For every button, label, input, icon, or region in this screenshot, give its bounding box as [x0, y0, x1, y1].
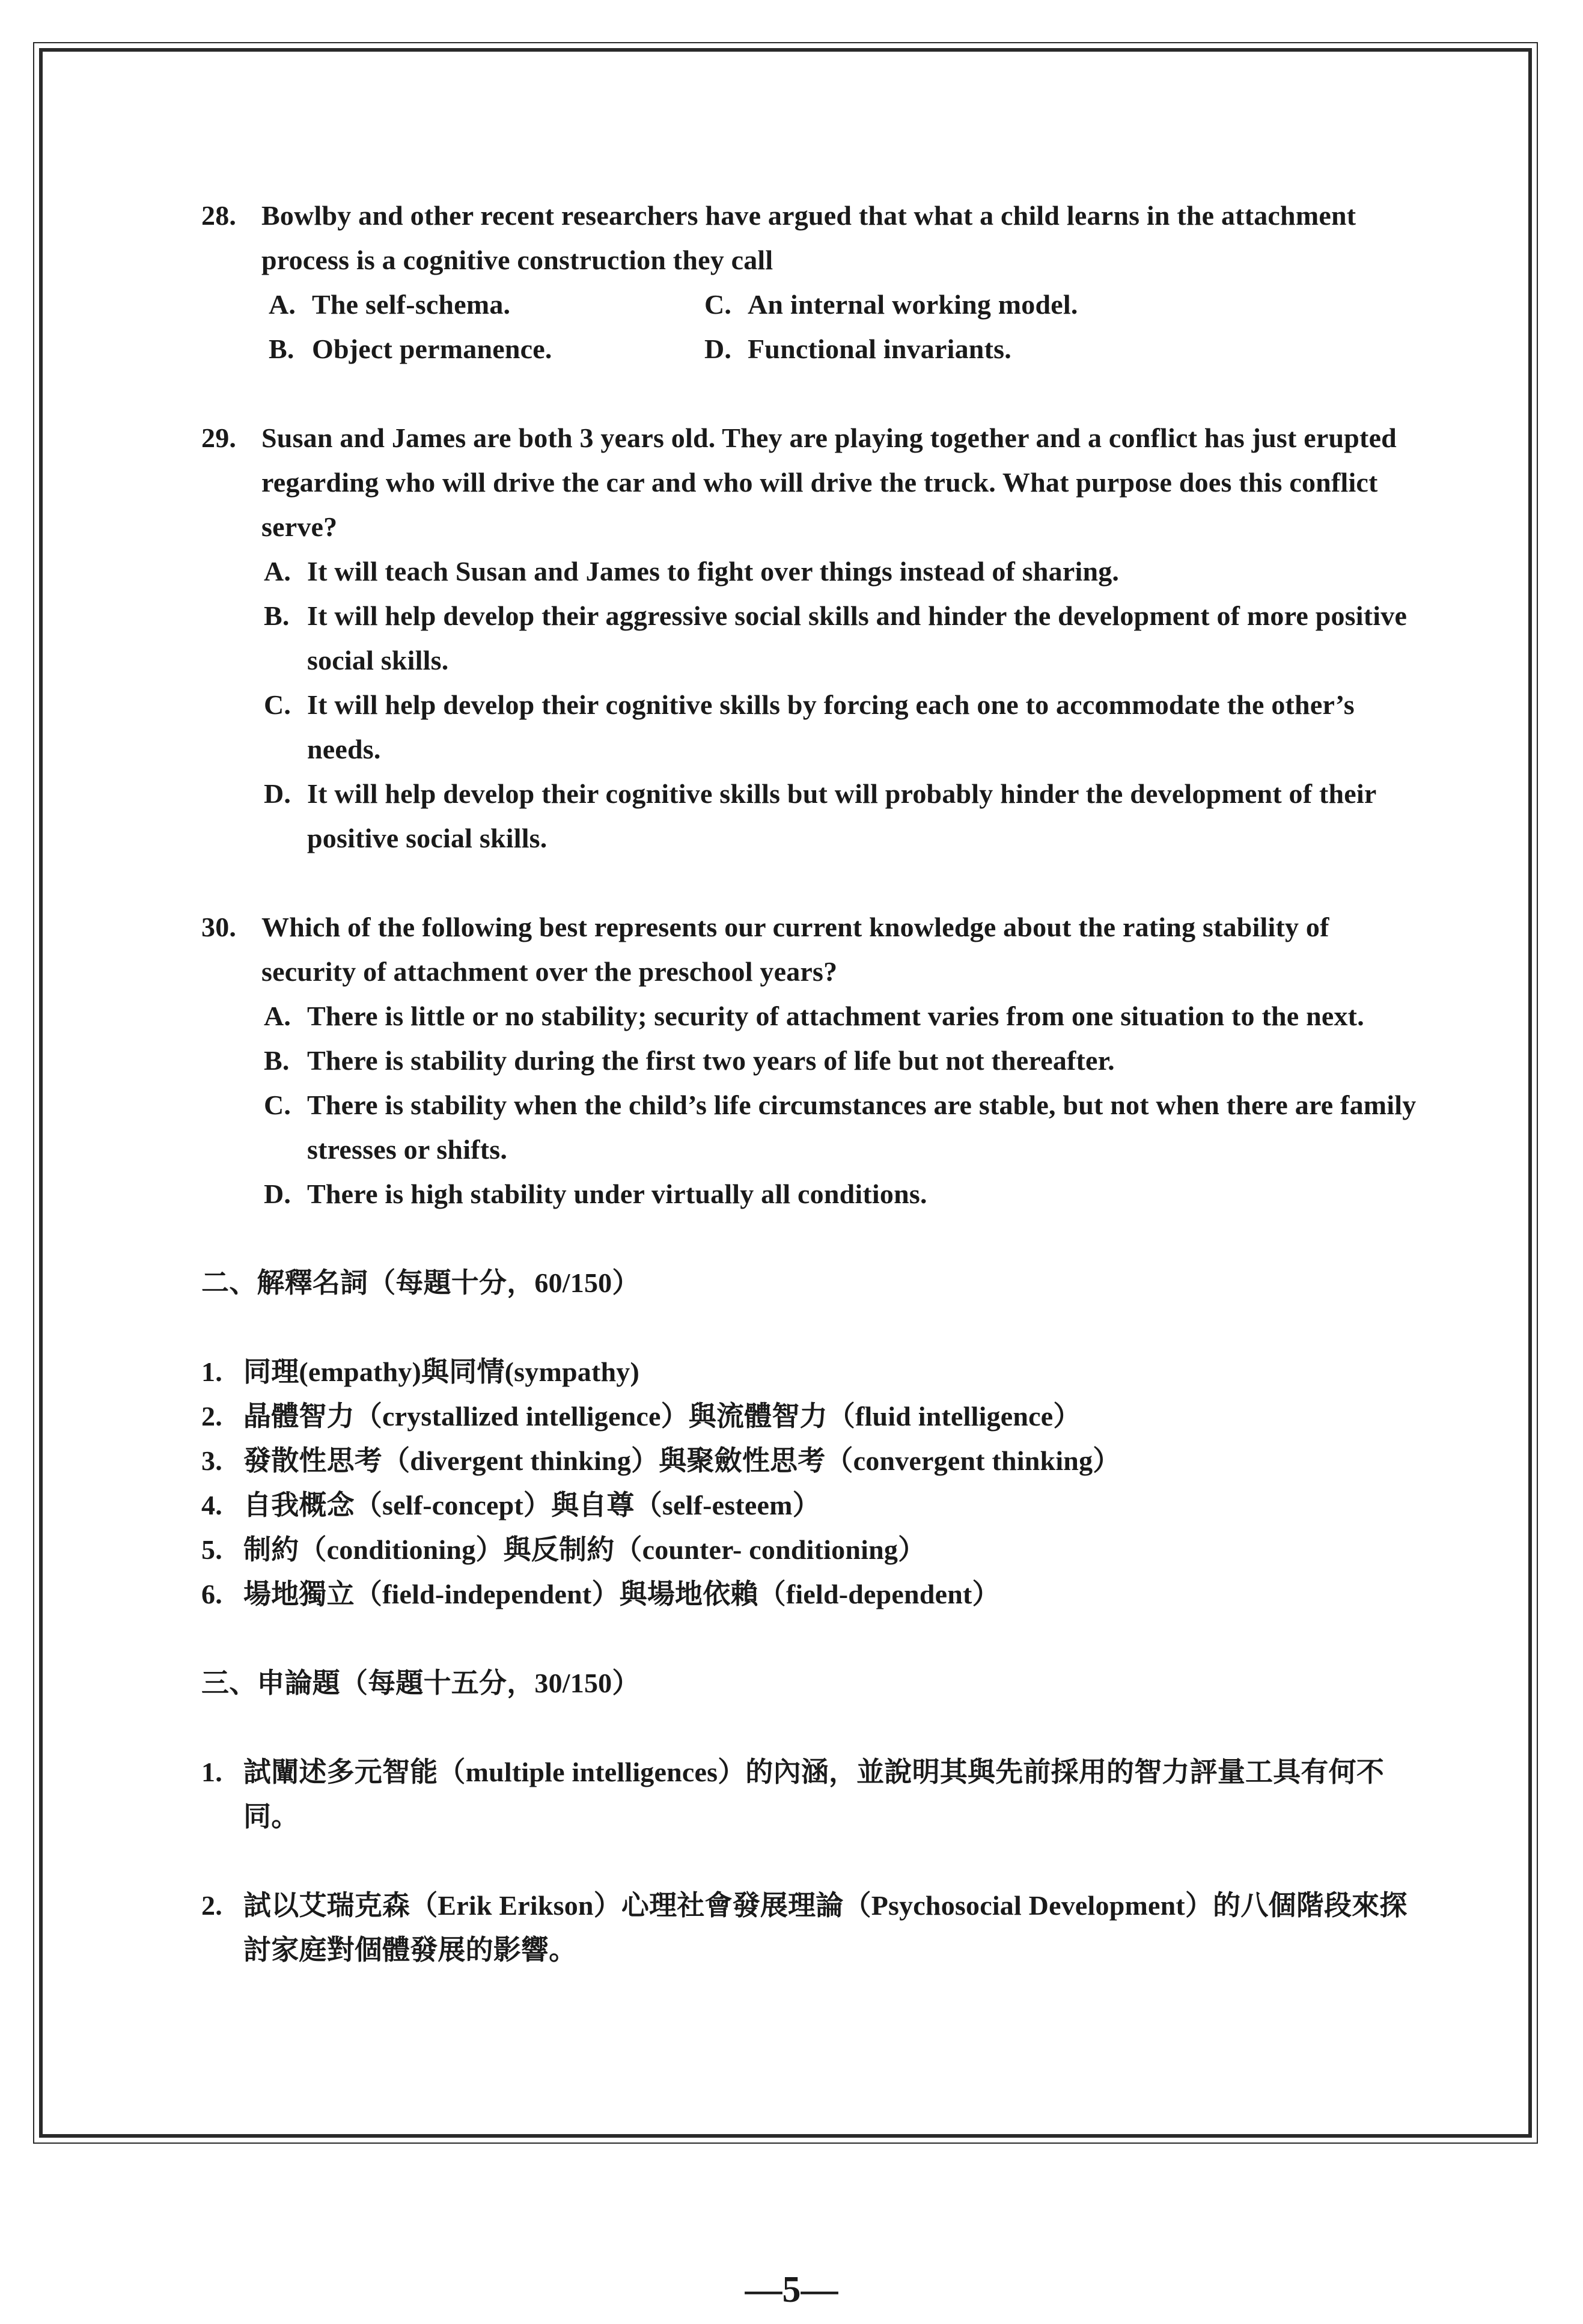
option-c	[264, 1083, 1427, 1172]
option-text: An internal working model.	[748, 289, 1078, 320]
option-a	[264, 994, 1427, 1038]
term-number: 3.	[201, 1445, 222, 1476]
option-text: There is little or no stability; security of attachment varies from one situation to the next.	[307, 1001, 1364, 1031]
option-text: There is stability during the first two years of life but not thereafter.	[307, 1045, 1115, 1076]
term-text: 發散性思考（divergent thinking）與聚斂性思考（convergent thinking）	[243, 1445, 1121, 1476]
option-a	[269, 282, 704, 327]
option-letter: A.	[269, 289, 296, 320]
term-number: 5.	[201, 1534, 222, 1565]
term-text: 場地獨立（field-independent）與場地依賴（field-dependent）	[243, 1579, 1000, 1609]
option-text: Functional invariants.	[748, 334, 1011, 364]
option-letter: B.	[269, 334, 294, 364]
term-item	[201, 1394, 1427, 1439]
section-2-heading: 二、解釋名詞（每題十分，60/150）	[201, 1267, 640, 1298]
term-item	[201, 1528, 1427, 1572]
option-b	[264, 1038, 1427, 1083]
option-c	[264, 683, 1427, 772]
essay-number: 1.	[201, 1757, 222, 1787]
option-text: It will teach Susan and James to fight over things instead of sharing.	[307, 556, 1120, 587]
essay-item	[201, 1883, 1427, 1972]
option-text: It will help develop their cognitive skills by forcing each one to accommodate the other’s needs.	[307, 689, 1355, 764]
question-28	[201, 194, 1427, 371]
exam-content	[201, 194, 1427, 1972]
question-number: 29.	[201, 422, 237, 453]
question-stem	[201, 416, 1427, 549]
term-number: 2.	[201, 1401, 222, 1432]
term-number: 4.	[201, 1490, 222, 1520]
term-item	[201, 1350, 1427, 1394]
options-grid	[269, 282, 1427, 371]
term-text: 晶體智力（crystallized intelligence）與流體智力（fluid intelligence）	[243, 1401, 1081, 1432]
option-text: There is stability when the child’s life circumstances are stable, but not when there are family stresses or shifts.	[307, 1090, 1417, 1165]
question-number: 28.	[201, 200, 237, 231]
term-text: 自我概念（self-concept）與自尊（self-esteem）	[243, 1490, 820, 1520]
essay-item	[201, 1750, 1427, 1839]
option-text: There is high stability under virtually all conditions.	[307, 1179, 927, 1209]
essay-text: 試以艾瑞克森（Erik Erikson）心理社會發展理論（Psychosocial Development）的八個階段來探討家庭對個體發展的影響。	[243, 1890, 1408, 1965]
term-item	[201, 1439, 1427, 1483]
option-c	[704, 282, 1427, 327]
question-text: Which of the following best represents our current knowledge about the rating stability of security of attachment over the preschool years?	[261, 912, 1329, 987]
option-letter: B.	[264, 1045, 290, 1076]
question-text: Bowlby and other recent researchers have argued that what a child learns in the attachment process is a cognitive construction they call	[261, 200, 1356, 275]
option-text: Object permanence.	[312, 334, 552, 364]
option-a	[264, 549, 1427, 594]
option-letter: D.	[264, 778, 291, 809]
option-letter: A.	[264, 556, 291, 587]
essay-text: 試闡述多元智能（multiple intelligences）的內涵，並說明其與先前採用的智力評量工具有何不同。	[243, 1757, 1385, 1832]
option-text: It will help develop their cognitive skills but will probably hinder the development of their positive social skills.	[307, 778, 1376, 853]
option-b	[264, 594, 1427, 683]
option-text: It will help develop their aggressive social skills and hinder the development of more positive social skills.	[307, 600, 1408, 676]
question-29	[201, 416, 1427, 861]
question-stem	[201, 194, 1427, 282]
option-b	[269, 327, 704, 371]
option-letter: B.	[264, 600, 290, 631]
term-item	[201, 1572, 1427, 1617]
option-letter: C.	[704, 289, 732, 320]
page-number: —5—	[745, 2269, 838, 2310]
option-d	[264, 772, 1427, 861]
term-text: 同理(empathy)與同情(sympathy)	[243, 1356, 639, 1387]
essay-number: 2.	[201, 1890, 222, 1921]
question-stem	[201, 905, 1427, 994]
option-d	[704, 327, 1427, 371]
question-text: Susan and James are both 3 years old. They are playing together and a conflict has just erupted regarding who will drive the car and who will drive the truck. What purpose does this conflict serve?	[261, 422, 1397, 542]
question-30	[201, 905, 1427, 1216]
term-item	[201, 1483, 1427, 1528]
option-letter: D.	[264, 1179, 291, 1209]
option-letter: D.	[704, 334, 732, 364]
option-letter: C.	[264, 1090, 291, 1120]
question-number: 30.	[201, 912, 237, 942]
term-number: 6.	[201, 1579, 222, 1609]
option-text: The self-schema.	[312, 289, 511, 320]
option-letter: C.	[264, 689, 291, 720]
term-text: 制約（conditioning）與反制約（counter- conditioning）	[243, 1534, 926, 1565]
term-list	[201, 1350, 1427, 1617]
section-3-heading: 三、申論題（每題十五分，30/150）	[201, 1668, 640, 1698]
option-d	[264, 1172, 1427, 1216]
option-letter: A.	[264, 1001, 291, 1031]
term-number: 1.	[201, 1356, 222, 1387]
